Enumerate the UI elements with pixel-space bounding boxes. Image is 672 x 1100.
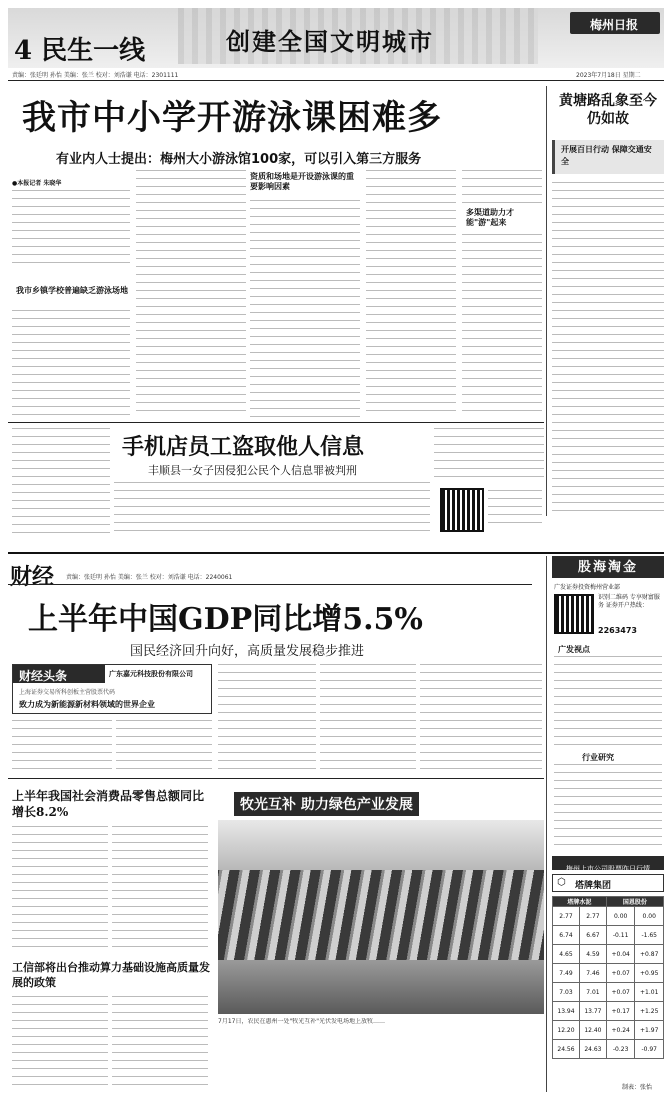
tapai-icon: ⬡ [557,877,566,888]
stock-col-1: 国恩股份 [606,897,663,907]
table-row [553,1040,664,1059]
story1-byline: ●本报记者 朱晓华 [12,180,62,187]
column-label-box [13,665,105,683]
sidebar-footer [552,856,664,873]
story3-col-left [12,428,110,538]
finance-lead-col3 [218,664,316,772]
story1-col2 [136,170,246,418]
story1-subhead-3: 多渠道助力才能"游"起来 [466,208,514,227]
story3-col-right [434,428,544,484]
story-b-body2 [112,996,208,1092]
story2-body [552,182,664,512]
story1-headline: 我市中小学开游泳课困难多 [22,98,442,138]
table-row [553,945,664,964]
table-cell: 7.46 [579,964,606,983]
story1-col4 [366,170,456,418]
stock-footnote: 制表：张怡 [622,1084,653,1091]
sponsor-line3: 致力成为新能源新材料领域的世界企业 [19,700,155,709]
finance-lead-col1 [12,720,112,772]
table-cell: +0.04 [606,945,635,964]
table-cell: 0.00 [635,907,664,926]
masthead-editors: 责编：张廷明 孙怡 美编：张兰 校对：刘浩谦 电话：2301111 [12,72,179,79]
story1-subheadline: 有业内人士提出：梅州大小游泳馆100家，可以引入第三方服务 [56,152,422,167]
table-cell: -0.11 [606,926,635,945]
table-cell: 2.77 [579,907,606,926]
story-a-body [12,826,108,954]
sidebar-footer-text: 梅州上市公司股票昨日行情 [566,865,650,873]
finance-lead-col2 [116,720,212,772]
masthead-date: 2023年7月18日 星期二 [576,72,641,79]
paper-logo [570,12,660,34]
table-cell: +1.25 [635,1002,664,1021]
stock-table [552,896,664,1059]
column-label: 财经头条 [19,669,68,683]
finance-section-label: 财经 [10,564,55,590]
story1-subhead-2: 资质和场地是开设游泳课的重要影响因素 [250,172,354,191]
table-cell: +0.17 [606,1002,635,1021]
solar-farm-photo [218,820,544,1014]
table-cell: 6.67 [579,926,606,945]
finance-subheadline: 国民经济回升向好，高质量发展稳步推进 [130,644,365,659]
sidebar-title: 股海淘金 [577,560,638,575]
tapai-company: 塔牌集团 [575,881,612,891]
table-cell: 2.77 [553,907,580,926]
finance-lead-col5 [420,664,542,772]
stock-table-body [553,907,664,1059]
photo-title-bar [218,790,544,816]
sidebar-divider [546,556,547,1092]
story1-col3 [250,200,360,418]
table-cell: -0.23 [606,1040,635,1059]
sidebar-sponsor: 广发证券投资梅州营业部 [554,584,621,591]
table-cell: 4.59 [579,945,606,964]
table-cell: +1.97 [635,1021,664,1040]
slogan: 创建全国文明城市 [226,28,434,56]
table-cell: 7.01 [579,983,606,1002]
story2-kicker-box [552,140,664,174]
table-row [553,964,664,983]
sponsor-line2: 上海证券交易所科创板主营股票代码 [19,689,116,696]
tapai-logo-box [552,874,664,892]
table-cell: -1.65 [635,926,664,945]
finance-column-box [12,664,212,714]
story3-subheadline: 丰顺县一女子因侵犯公民个人信息罪被判刑 [148,464,357,477]
table-cell: 7.49 [553,964,580,983]
photo-title: 牧光互补 助力绿色产业发展 [234,792,419,816]
table-row [553,983,664,1002]
story1-col5b [462,234,542,418]
finance-lead-col4 [320,664,416,772]
masthead [8,8,664,68]
story1-col5 [462,170,542,204]
table-row [553,907,664,926]
table-row [553,926,664,945]
story3-headline: 手机店员工盗取他人信息 [122,434,365,460]
table-cell: 6.74 [553,926,580,945]
finance-editors: 责编：张廷明 孙怡 美编：张兰 校对：刘浩谦 电话：2240061 [66,574,233,581]
table-cell: 7.03 [553,983,580,1002]
table-cell: +0.87 [635,945,664,964]
table-row [553,1002,664,1021]
table-cell: +0.24 [606,1021,635,1040]
story3-qr-code[interactable] [440,488,484,532]
sidebar-qr-code[interactable] [554,594,594,634]
sidebar-view-label: 广发视点 [558,645,590,654]
story-a-body2 [112,826,208,954]
table-cell: 24.63 [579,1040,606,1059]
photo-sky [218,820,544,870]
story-b-body [12,996,108,1092]
logo-text: 梅州日报 [590,18,639,32]
table-cell: +0.07 [606,964,635,983]
sidebar [552,556,664,1092]
story2-divider [546,86,547,516]
photo-caption: 7月17日，农民在惠州一处"牧光互补"光伏发电场地上放牧…… [218,1018,385,1025]
sidebar-view-body [554,656,662,748]
sidebar-hotline[interactable]: 2263473 [598,626,637,635]
story2-kicker: 开展百日行动 保障交通安全 [561,145,652,166]
story3-qr-note [488,490,542,530]
stock-col-0: 塔牌水泥 [553,897,607,907]
page-label: 4 民生一线 [14,36,146,66]
table-cell: 12.40 [579,1021,606,1040]
table-cell: 13.77 [579,1002,606,1021]
table-cell: 0.00 [606,907,635,926]
sidebar-scan-text: 识别二维码 专享财富服务 证券开户热线： [598,594,660,609]
table-cell: 24.56 [553,1040,580,1059]
sidebar-title-box [552,556,664,578]
story1-subhead-1: 我市乡镇学校普遍缺乏游泳场地 [16,286,128,295]
story-a-headline: 上半年我国社会消费品零售总额同比增长8.2% [12,789,205,819]
story2-headline: 黄塘路乱象至今仍如故 [559,93,657,127]
story1-col1 [12,190,130,270]
story1-col1b [12,310,130,418]
sidebar-research-label: 行业研究 [582,753,614,762]
table-cell: 13.94 [553,1002,580,1021]
table-cell: 12.20 [553,1021,580,1040]
table-row [553,1021,664,1040]
table-cell: +0.95 [635,964,664,983]
story3-col-mid [114,482,430,538]
finance-headline: 上半年中国GDP同比增5.5% [28,602,423,637]
photo-ground [218,960,544,1014]
table-cell: -0.97 [635,1040,664,1059]
table-cell: +1.01 [635,983,664,1002]
table-cell: 4.65 [553,945,580,964]
story-b-headline: 工信部将出台推动算力基础设施高质量发展的政策 [12,961,210,989]
table-cell: +0.07 [606,983,635,1002]
sponsor-name: 广东嘉元科技股份有限公司 [109,670,193,678]
sidebar-research-body [554,764,662,850]
